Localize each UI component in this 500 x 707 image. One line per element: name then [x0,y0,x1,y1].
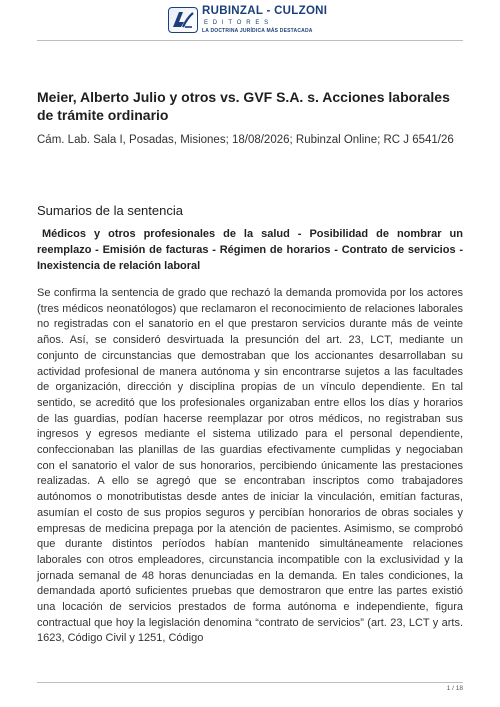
header-divider [37,40,463,41]
document-citation: Cám. Lab. Sala I, Posadas, Misiones; 18/08/2026; Rubinzal Online; RC J 6541/26 [37,134,454,146]
footer-divider [37,682,463,683]
section-title: Sumarios de la sentencia [37,203,183,218]
summary-body: Se confirma la sentencia de grado que rechazó la demanda promovida por los actores (tres médicos neonatólogos) que reclamaron el reconocimiento de relaciones laborales no registradas con el sanatorio en el que prestaron servicios durante más de veinte años. Así, se consideró desvirtuada la presunción del art. 23, LCT, mediante un conjunto de circunstancias que demostraban que los accionantes desarrollaban su actividad profesional de manera autónoma y sin encontrarse sujetos a las facultades de organización, dirección y disciplina propias de un vínculo dependiente. En tal sentido, se acreditó que los profesionales organizaban entre ellos los días y horarios de las guardias, podían hacerse reemplazar por otros médicos, no registraban sus ingresos y egresos mediante el sistema utilizado para el personal dependiente, confeccionaban las planillas de las guardias efectivamente cumplidas y negociaban con el sanatorio el valor de sus honorarios, percibiendo únicamente las prestaciones realizadas. A ello se agregó que se encontraban inscriptos como trabajadores autónomos o monotributistas desde antes de iniciar la vinculación, emitían facturas, asumían el costo de sus propios seguros y percibían honorarios de obras sociales y empresas de medicina prepaga por la atención de pacientes. Asimismo, se comprobó que durante distintos períodos habían mantenido simultáneamente relaciones laborales con otros empleadores, circunstancia incompatible con la exclusividad y la jornada semanal de 48 horas denunciadas en la demanda. En tales condiciones, la demandada aportó suficientes pruebas que demostraron que entre las partes existió una locación de servicios prestados de forma autónoma e independiente, figura contractual que hoy la legislación denomina “contrato de servicios” (art. 23, LCT y arts. 1623, Código Civil y 1251, Código [37,287,463,645]
brand-tagline: LA DOCTRINA JURÍDICA MÁS DESTACADA [202,27,313,34]
brand-subtitle: EDITORES [204,19,273,26]
rc-logo-icon [168,7,198,33]
publisher-header [168,3,338,37]
brand-name: RUBINZAL - CULZONI [202,5,328,18]
summary-heading: Médicos y otros profesionales de la salud - Posibilidad de nombrar un reemplazo - Emisión de facturas - Régimen de horarios - Contrato de servicios - Inexistencia de relación laboral [37,228,463,272]
document-title: Meier, Alberto Julio y otros vs. GVF S.A. s. Acciones laborales de trámite ordinario [37,89,450,123]
page-number: 1 / 18 [446,685,463,692]
brand-block [202,6,327,34]
